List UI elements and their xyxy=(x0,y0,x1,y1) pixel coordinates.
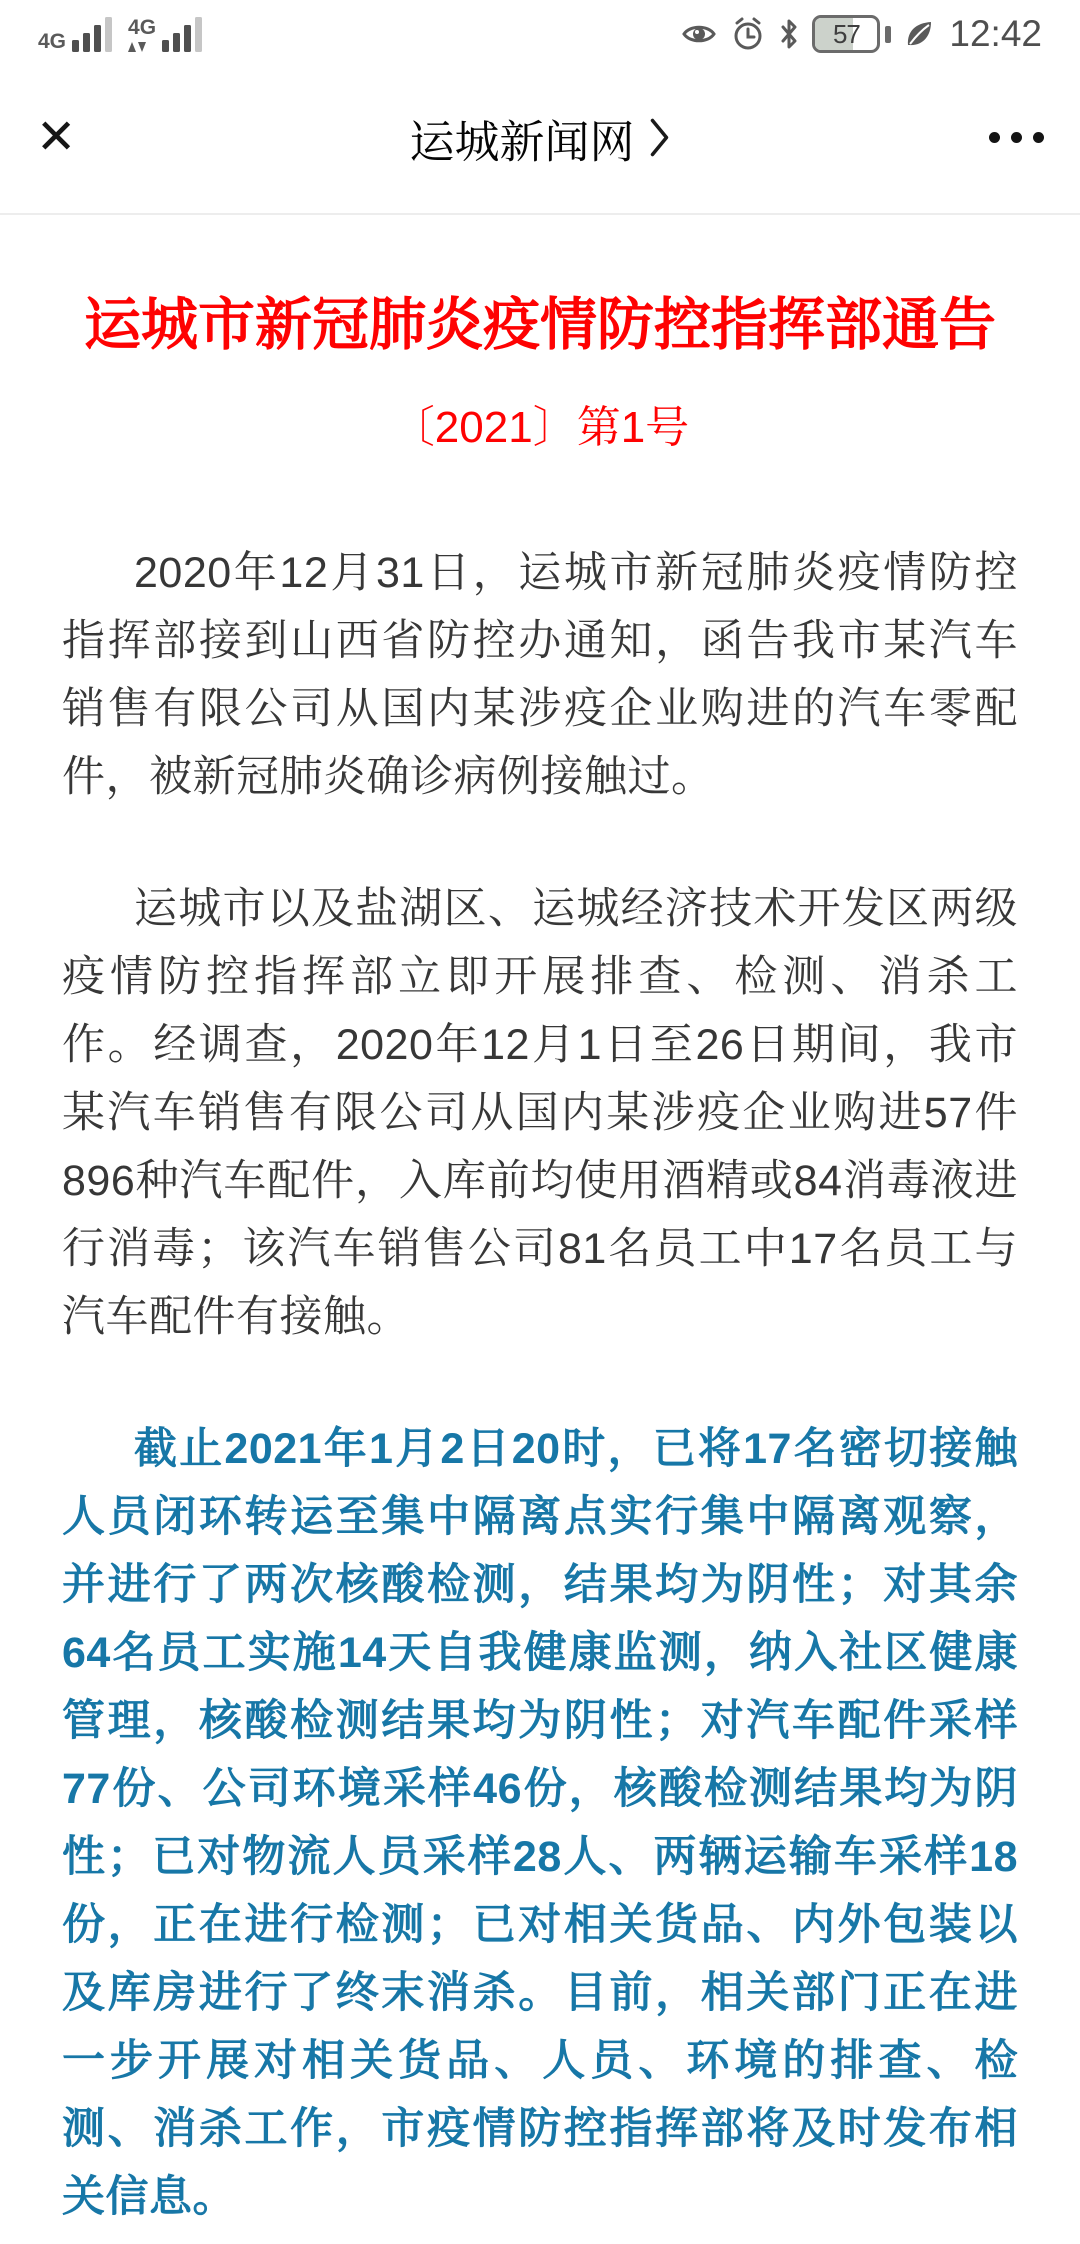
status-bar xyxy=(0,0,1080,62)
paragraph-1: 2020年12月31日，运城市新冠肺炎疫情防控指挥部接到山西省防控办通知，函告我市某汽车销售有限公司从国内某涉疫企业购进的汽车零配件，被新冠肺炎确诊病例接触过。 xyxy=(62,548,1018,801)
article-title: 运城市新冠肺炎疫情防控指挥部通告 xyxy=(84,293,996,357)
more-options-icon[interactable] xyxy=(989,132,1044,143)
chevron-right-icon xyxy=(649,115,671,161)
battery-nub-icon xyxy=(885,26,891,43)
sim2-signal-icon xyxy=(128,17,202,52)
bluetooth-icon xyxy=(779,18,799,50)
sim1-network-label: 4G xyxy=(38,29,67,53)
sim2-network-label: 4G xyxy=(128,15,157,39)
power-saving-leaf-icon xyxy=(904,19,934,49)
document-number: 〔2021〕第1号 xyxy=(390,402,690,452)
close-icon[interactable]: ✕ xyxy=(36,110,77,164)
paragraph-2: 运城市以及盐湖区、运城经济技术开发区两级疫情防控指挥部立即开展排查、检测、消杀工作。经调查，2020年12月1日至26日期间，我市某汽车销售有限公司从国内某涉疫企业购进57件896种汽车配件，入库前均使用酒精或84消毒液进行消毒；该汽车销售公司81名员工中17名员工与汽车配件有接触。 xyxy=(62,884,1018,1341)
nav-bar xyxy=(0,62,1080,215)
paragraph-3-highlight: 截止2021年1月2日20时，已将17名密切接触人员闭环转运至集中隔离点实行集中隔离观察，并进行了两次核酸检测，结果均为阴性；对其余64名员工实施14天自我健康监测，纳入社区健康管理，核酸检测结果均为阴性；对汽车配件采样77份、公司环境采样46份，核酸检测结果均为阴性；已对物流人员采样28人、两辆运输车采样18份，正在进行检测；已对相关货品、内外包装以及库房进行了终末消杀。目前，相关部门正在进一步开展对相关货品、人员、环境的排查、检测、消杀工作，市疫情防控指挥部将及时发布相关信息。 xyxy=(62,1424,1018,2221)
status-time: 12:42 xyxy=(949,13,1042,54)
alarm-clock-icon xyxy=(730,16,766,52)
sim1-signal-icon xyxy=(38,17,112,52)
battery-percent: 57 xyxy=(832,18,860,49)
data-transfer-arrows-icon xyxy=(128,38,146,52)
signal-bars-icon xyxy=(162,17,202,52)
eye-protection-icon xyxy=(681,21,717,47)
signal-bars-icon xyxy=(72,17,112,52)
battery-icon xyxy=(812,15,880,53)
article-body xyxy=(0,215,1080,2231)
official-account-link[interactable] xyxy=(409,105,670,170)
page-title: 运城新闻网 xyxy=(409,116,635,167)
